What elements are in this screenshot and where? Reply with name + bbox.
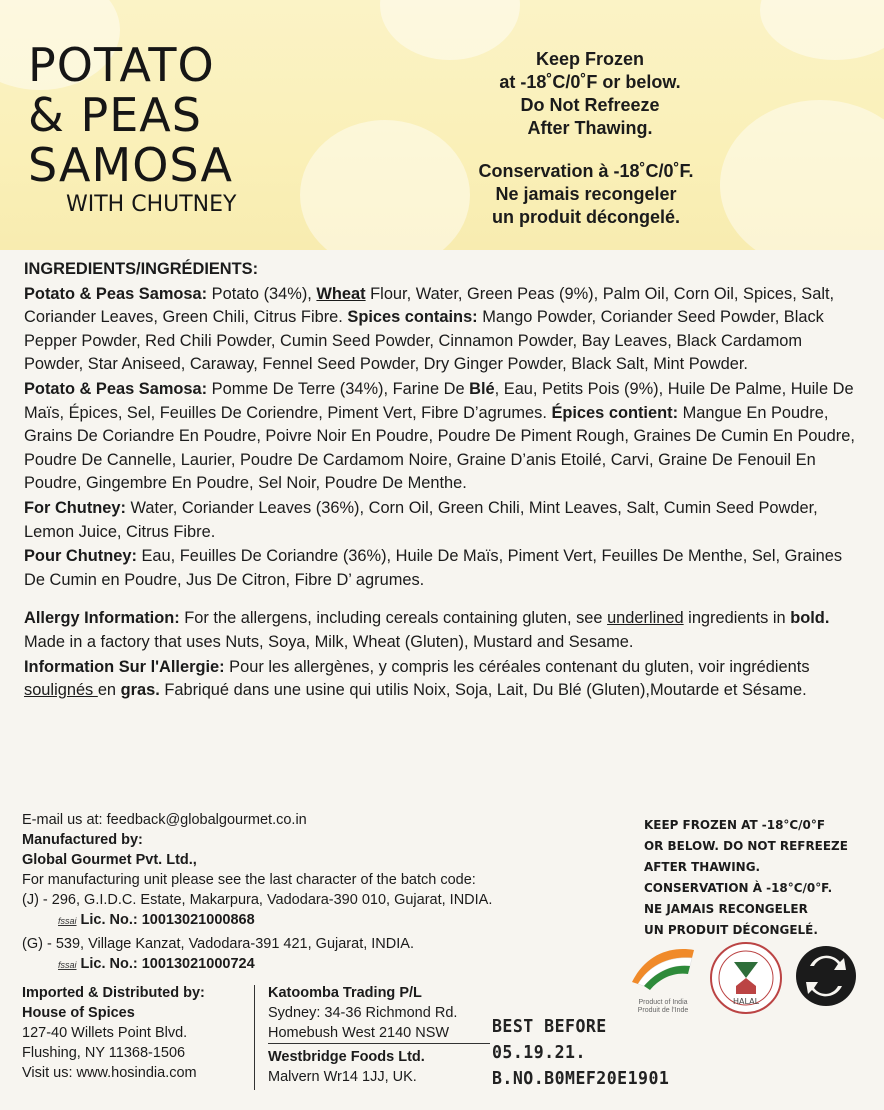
text: , Eau, Petits Pois (9%), Huile De Palme, Huile De Maïs, Épices, Sel, Feuilles De Coriendre, Piment Vert, Fibre D’agrumes.: [24, 379, 854, 422]
storage-line: After Thawing.: [527, 118, 653, 138]
importer-address: Flushing, NY 11368-1506: [22, 1045, 186, 1061]
halal-seal-icon: [708, 940, 784, 1016]
text: gras.: [120, 681, 160, 700]
text: en: [97, 681, 121, 700]
storage-line: Keep Frozen: [535, 49, 645, 69]
distributor-info: [268, 983, 508, 1087]
product-subtitle: WITH CHUTNEY: [66, 192, 237, 217]
india-flag-icon: [626, 944, 700, 994]
label: Spices contains:: [347, 308, 478, 327]
text: Pour les allergènes, y compris les céréales contenant du gluten, voir ingrédients: [224, 657, 810, 676]
product-of-india-logo: [626, 944, 700, 1014]
ingredients-section: [24, 258, 864, 704]
batch-note: For manufacturing unit please see the last character of the batch code:: [22, 872, 476, 888]
importer-name: House of Spices: [22, 1005, 135, 1021]
storage-line: un produit décongelé.: [492, 207, 680, 227]
best-before-stamp: [492, 1014, 694, 1092]
text: Made in a factory that uses Nuts, Soya, Milk, Wheat (Gluten), Mustard and Sesame.: [24, 632, 634, 651]
email-line: E-mail us at: feedback@globalgourmet.co.in: [22, 812, 307, 828]
logo-caption: Produit de l’Inde: [637, 1007, 689, 1014]
license-row: [22, 954, 622, 975]
importer-label: Imported & Distributed by:: [22, 985, 205, 1001]
text: Mangue En Poudre, Grains De Coriandre En Poudre, Poivre Noir En Poudre, Poudre De Piment Rough, Graines De Cumin En Poudre, Poudre De Cannelle, Laurier, Poudre De Cardamom Noire, Graine D’anis Etoilé, Carvi, Graine De Fenouil En Poudre, Gingembre En Poudre, Sel Noir, Poudre De Menthe.: [24, 403, 855, 493]
recycle-logo: [794, 944, 858, 1008]
samosa-ingredients-french: [24, 378, 864, 496]
keep-frozen-french: [436, 160, 736, 229]
halal-logo: [708, 940, 784, 1016]
storage-line: Conservation à -18˚C/0˚F.: [478, 161, 694, 181]
samosa-ingredients-english: [24, 283, 864, 377]
distributor-name: Westbridge Foods Ltd.: [268, 1049, 425, 1065]
allergy-info-french: [24, 656, 864, 703]
best-before-date: 05.19.21.: [492, 1042, 586, 1063]
distributor-address: Sydney: 34-36 Richmond Rd.: [268, 1005, 458, 1021]
frozen-warning-box: [644, 814, 863, 940]
fssai-logo-icon: fssai: [58, 960, 77, 970]
license-number: Lic. No.: 10013021000724: [80, 956, 255, 972]
chutney-ingredients-french: [24, 545, 864, 592]
label: Potato & Peas Samosa:: [24, 379, 208, 398]
text: For the allergens, including cereals containing gluten, see: [179, 609, 608, 628]
unit-g-address: (G) - 539, Village Kanzat, Vadodara-391 421, Gujarat, INDIA.: [22, 936, 414, 952]
logo-caption: Product of India: [638, 999, 688, 1006]
title-line: & PEAS: [28, 88, 202, 142]
text: soulignés: [24, 681, 98, 700]
text: Eau, Feuilles De Coriandre (36%), Huile De Maïs, Piment Vert, Feuilles De Menthe, Sel, Graines De Cumin en Poudre, Jus De Citron, Fibre D’ agrumes.: [24, 547, 843, 589]
distributor-name: Katoomba Trading P/L: [268, 985, 422, 1001]
ingredients-heading: INGREDIENTS/INGRÉDIENTS:: [24, 260, 259, 278]
distributor-address: Malvern Wr14 1JJ, UK.: [268, 1069, 417, 1085]
banner-ornament: [720, 100, 884, 250]
importer-address: 127-40 Willets Point Blvd.: [22, 1025, 188, 1041]
warning-line: AFTER THAWING.: [644, 859, 761, 874]
allergen-wheat: Wheat: [316, 284, 366, 303]
title-line: POTATO: [28, 38, 215, 92]
divider: [254, 985, 255, 1090]
storage-line: at -18˚C/0˚F or below.: [499, 72, 681, 92]
halal-text: HALAL: [732, 997, 760, 1006]
storage-line: Do Not Refreeze: [520, 95, 660, 115]
recycle-icon: [794, 944, 858, 1008]
warning-line: OR BELOW. DO NOT REFREEZE: [644, 838, 848, 853]
allergy-info-english: [24, 607, 864, 654]
license-row: [22, 910, 622, 931]
importer-info: [22, 983, 252, 1083]
keep-frozen-english: [440, 48, 740, 140]
header-banner: [0, 0, 884, 250]
label: Allergy Information:: [24, 609, 180, 628]
chutney-ingredients-english: [24, 497, 864, 544]
warning-line: KEEP FROZEN AT -18°C/0°F: [644, 817, 826, 832]
text: Water, Coriander Leaves (36%), Corn Oil, Green Chili, Mint Leaves, Salt, Cumin Seed Powder, Lemon Juice, Citrus Fibre.: [24, 498, 818, 541]
distributor-address: Homebush West 2140 NSW: [268, 1025, 450, 1041]
text: Flour, Water, Green Peas (9%), Palm Oil, Corn Oil, Spices, Salt, Coriander Leaves, Green Chili, Citrus Fibre.: [24, 284, 835, 327]
product-title: [28, 40, 328, 217]
company-name: Global Gourmet Pvt. Ltd.,: [22, 852, 197, 868]
banner-ornament: [760, 0, 884, 60]
text: Pomme De Terre (34%), Farine De: [207, 379, 470, 398]
spacer: [24, 593, 864, 607]
certification-logos: [622, 940, 872, 1020]
license-number: Lic. No.: 10013021000868: [80, 912, 255, 928]
importer-website: Visit us: www.hosindia.com: [22, 1065, 197, 1081]
batch-number: B.NO.B0MEF20E1901: [492, 1068, 670, 1089]
warning-line: NE JAMAIS RECONGELER: [644, 901, 808, 916]
allergen-ble: Blé: [469, 379, 495, 398]
text: Fabriqué dans une usine qui utilis Noix, Soja, Lait, Du Blé (Gluten),Moutarde et Sésame.: [159, 681, 807, 700]
label: For Chutney:: [24, 498, 126, 517]
best-before-label: BEST BEFORE: [492, 1016, 607, 1037]
label: Potato & Peas Samosa:: [24, 284, 208, 303]
text: Potato (34%),: [207, 284, 317, 303]
fssai-logo-icon: fssai: [58, 916, 77, 926]
manufacturer-info: [22, 810, 622, 975]
manufactured-by-label: Manufactured by:: [22, 832, 143, 848]
unit-j-address: (J) - 296, G.I.D.C. Estate, Makarpura, Vadodara-390 010, Gujarat, INDIA.: [22, 892, 493, 908]
text: underlined: [607, 609, 684, 628]
text: ingredients in: [683, 609, 791, 628]
label: Information Sur l'Allergie:: [24, 657, 225, 676]
text: Mango Powder, Coriander Seed Powder, Black Pepper Powder, Red Chili Powder, Cumin Seed Powder, Cinnamon Powder, Bay Leaves, Black Cardamom Powder, Star Aniseed, Caraway, Fennel Seed Powder, Dry Ginger Powder, Black Salt, Mint Powder.: [24, 308, 824, 374]
label: Épices contient:: [551, 403, 679, 422]
warning-line: CONSERVATION À -18°C/0°F.: [644, 880, 833, 895]
title-line: SAMOSA: [28, 138, 233, 192]
warning-line: UN PRODUIT DÉCONGELÉ.: [644, 922, 818, 937]
divider: [268, 1043, 490, 1044]
text: bold.: [790, 609, 830, 628]
label: Pour Chutney:: [24, 547, 137, 566]
storage-line: Ne jamais recongeler: [495, 184, 677, 204]
